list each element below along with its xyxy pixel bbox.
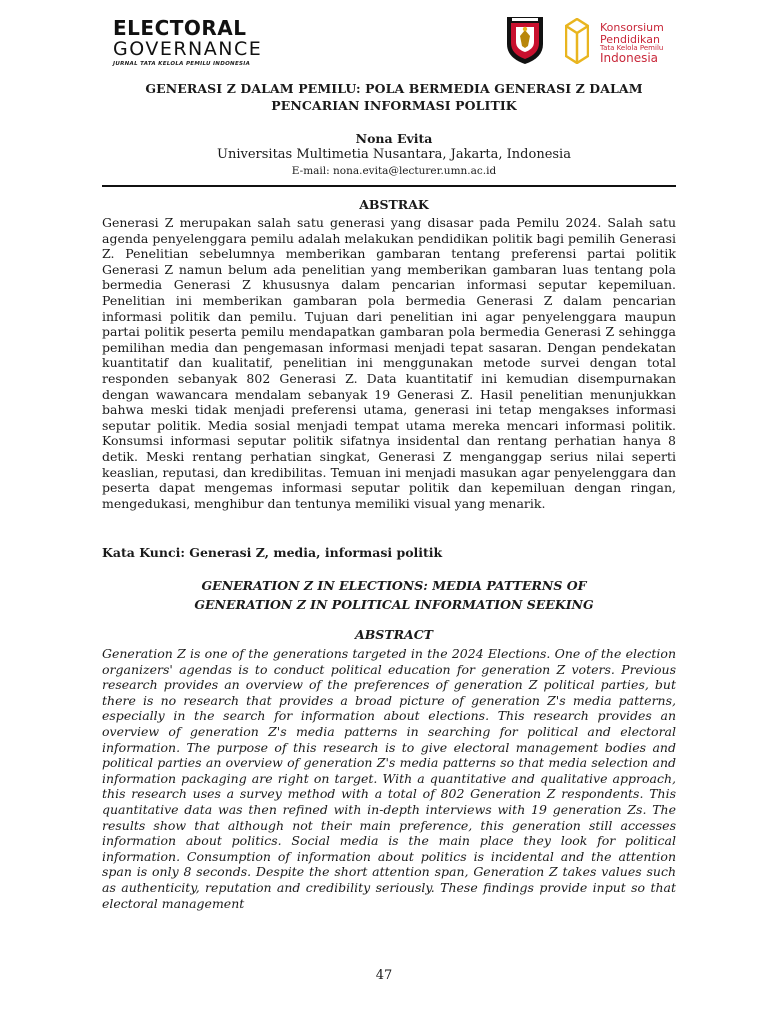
- journal-logo-tagline: JURNAL TATA KELOLA PEMILU INDONESIA: [113, 61, 251, 67]
- paper-title-id: [100, 80, 688, 114]
- abstract-en-text: Generation Z is one of the generations targeted in the 2024 Elections. One of the election organizers' agendas is to conduct political education for generation Z voters. Previous research provides an overview of the preferences of generation Z political parties, but there is no research that provides a broad picture of generation Z's media patterns, especially in the search for information about elections. This research provides an overview of generation Z's media patterns in searching for political and electoral information. The purpose of this research is to give electoral management bodies and political parties an overview of generation Z's media patterns so that media selection and information packaging are right on target. With a quantitative and qualitative approach, this research uses a survey method with a total of 802 Generation Z respondents. This quantitative data was then refined with in-depth interviews with 19 generation Zs. The results show that although not their main preference, this generation still accesses information about politics. Social media is the main place they look for political information. Consumption of information about politics is incidental and the attention span is only 8 seconds. Despite the short attention span, Generation Z takes values such as authenticity, reputation and credibility seriously. These findings provide input so that electoral management: [102, 646, 676, 911]
- author-name: Nona Evita: [355, 131, 433, 146]
- paper-title-en: [100, 576, 688, 614]
- journal-logo-line1: ELECTORAL: [113, 16, 247, 40]
- consortium-line3: Tata Kelola Pemilu: [600, 44, 664, 53]
- consortium-line2: Pendidikan: [600, 32, 660, 46]
- author-affiliation: Universitas Multimetia Nusantara, Jakarta, Indonesia: [217, 147, 571, 162]
- paper-title-en-line2: GENERATION Z IN POLITICAL INFORMATION SEEKING: [194, 597, 594, 612]
- author-email: E-mail: nona.evita@lecturer.umn.ac.id: [291, 165, 497, 177]
- consortium-line4: Indonesia: [600, 51, 659, 66]
- abstract-id-heading: ABSTRAK: [359, 197, 429, 212]
- abstract-en-heading: ABSTRACT: [355, 627, 433, 642]
- page-number: 47: [375, 968, 393, 983]
- kpu-emblem-icon: [502, 14, 548, 66]
- paper-title-en-line1: GENERATION Z IN ELECTIONS: MEDIA PATTERNS OF: [201, 578, 587, 593]
- abstract-id-text: Generasi Z merupakan salah satu generasi yang disasar pada Pemilu 2024. Salah satu agenda penyelenggara pemilu adalah melakukan pendidikan politik bagi pemilih Generasi Z. Penelitian sebelumnya memberikan gambaran tentang preferensi partai politik Generasi Z namun belum ada penelitian yang memberikan gambaran luas tentang pola bermedia Generasi Z khususnya dalam pencarian informasi seputar kepemiluan. Penelitian ini memberikan gambaran pola bermedia Generasi Z dalam pencarian informasi politik dan pemilu. Tujuan dari penelitian ini agar penyelenggara maupun partai politik peserta pemilu mendapatkan gambaran pola bermedia Generasi Z sehingga pemilihan media dan pengemasan informasi menjadi tepat sasaran. Dengan pendekatan kuantitatif dan kualitatif, penelitian ini menggunakan metode survei dengan total responden sebanyak 802 Generasi Z. Data kuantitatif ini kemudian disempurnakan dengan wawancara mendalam sebanyak 19 Generasi Z. Hasil penelitian menunjukkan bahwa meski tidak menjadi preferensi utama, generasi ini tetap mengakses informasi seputar politik. Media sosial menjadi tempat utama mereka mencari informasi politik. Konsumsi informasi seputar politik sifatnya insidental dan rentang perhatian hanya 8 detik. Meski rentang perhatian singkat, Generasi Z menganggap serius nilai seperti keaslian, reputasi, dan kredibilitas. Temuan ini menjadi masukan agar penyelenggara dan peserta dapat mengemas informasi seputar politik dan kepemiluan dengan ringan, mengedukasi, menghibur dan tentunya memiliki visual yang menarik.: [102, 215, 676, 511]
- consortium-line1: Konsorsium: [600, 21, 664, 34]
- keywords-id: Kata Kunci: Generasi Z, media, informasi politik: [102, 545, 443, 560]
- consortium-logo-icon: [565, 18, 589, 64]
- paper-title-id-line2: PENCARIAN INFORMASI POLITIK: [271, 98, 517, 113]
- paper-title-id-line1: GENERASI Z DALAM PEMILU: POLA BERMEDIA GENERASI Z DALAM: [145, 81, 643, 96]
- consortium-name: [600, 22, 664, 65]
- journal-logo: [113, 18, 273, 70]
- header-divider: [102, 185, 676, 187]
- journal-logo-line2: GOVERNANCE: [113, 38, 263, 60]
